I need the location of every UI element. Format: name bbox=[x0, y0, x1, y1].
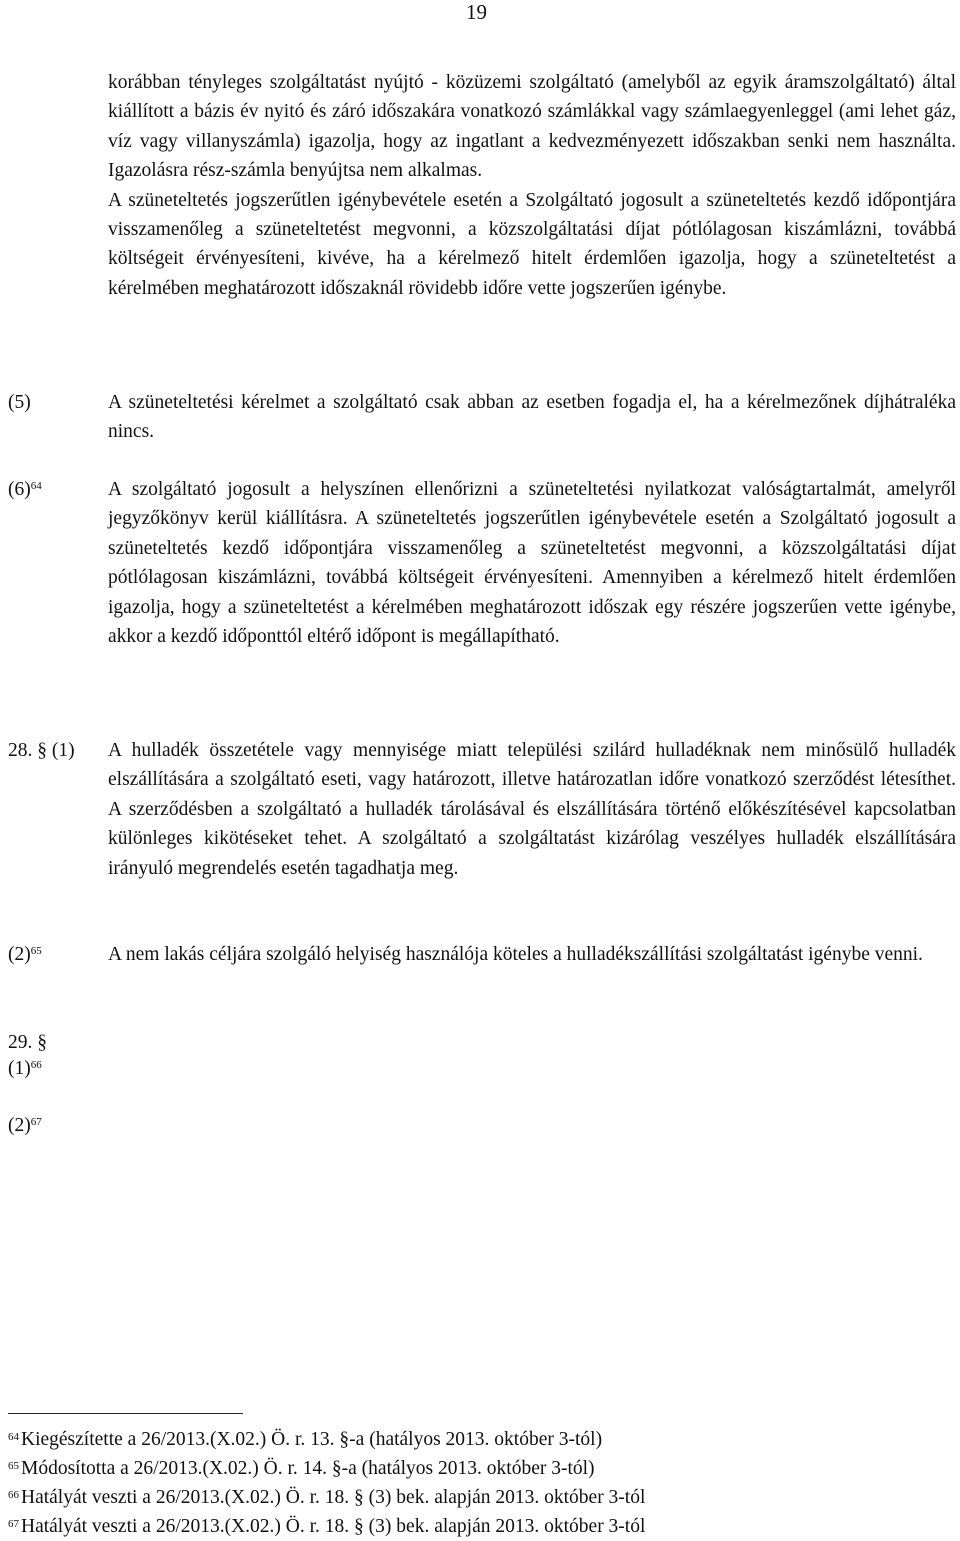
section-28-1-text: A hulladék összetétele vagy mennyisége miatt települési szilárd hulladéknak nem minősülő hulladék elszállítására a szolgáltató eseti, vagy határozott, illetve határozatlan időre vonatkozó szerződést létesíthet. A szerződésben a szolgáltató a hulladék tárolásával és elszállítására történő előkészítésével kapcsolatban különleges kikötéseket tehet. A szolgáltató a szolgáltatást kizárólag veszélyes hulladék elszállítására irányuló megrendelés esetén tagadhatja meg. bbox=[108, 740, 956, 879]
section-5-label: (5) bbox=[8, 392, 31, 413]
footnote-65: $^{65}$ Módosította a 26/2013.(X.02.) Ö. r. 14. §-a (hatályos 2013. október 3-tól) bbox=[8, 1458, 595, 1479]
footnote-ref-67[interactable]: 67 bbox=[30, 1116, 42, 1128]
footnote-ref-66[interactable]: 66 bbox=[30, 1059, 42, 1071]
intro-paragraph-part2: A szüneteltetés jogszerűtlen igénybevétele esetén a Szolgáltató jogosult a szüneteltetés kezdő időpontjára visszamenőleg a szüneteltetést megvonni, a közszolgáltatási díjat pótlólagosan kiszámlázni, továbbá költségeit érvényesíteni, kivéve, ha a kérelmező hitelt érdemlően igazolja, hogy a szüneteltetést a kérelmében meghatározott időszaknál rövidebb időre vette jogszerűen igénybe. bbox=[108, 189, 956, 299]
footnote-66: $^{66}$ Hatályát veszti a 26/2013.(X.02.) Ö. r. 18. § (3) bek. alapján 2013. október 3-tól bbox=[8, 1487, 646, 1508]
section-5-text: A szüneteltetési kérelmet a szolgáltató csak abban az esetben fogadja el, ha a kérelmezőnek díjhátraléka nincs. bbox=[108, 392, 956, 443]
footnote-67: $^{67}$ Hatályát veszti a 26/2013.(X.02.) Ö. r. 18. § (3) bek. alapján 2013. október 3-tól bbox=[8, 1516, 646, 1537]
footnote-ref-65[interactable]: 65 bbox=[30, 945, 42, 957]
section-29-label: 29. § bbox=[8, 1032, 47, 1053]
section-28-2-text: A nem lakás céljára szolgáló helyiség használója köteles a hulladékszállítási szolgáltatást igénybe venni. bbox=[108, 944, 923, 965]
intro-paragraph bbox=[108, 68, 956, 303]
footnote-separator bbox=[8, 1413, 243, 1414]
footnote-ref-64[interactable]: 64 bbox=[30, 480, 42, 492]
section-28-2-label: $(2)^{65}$ bbox=[8, 944, 42, 965]
section-6-text: A szolgáltató jogosult a helyszínen ellenőrizni a szüneteltetési nyilatkozat valóságtartalmát, amelyről jegyzőkönyv kerül kiállításra. A szüneteltetés jogszerűtlen igénybevétele esetén a Szolgáltató jogosult a szüneteltetés kezdő időpontjára visszamenőleg a szüneteltetést megvonni, a közszolgáltatási díjat pótlólagosan kiszámlázni, továbbá költségeit érvényesíteni. Amennyiben a kérelmező hitelt érdemlően igazolja, hogy a szüneteltetést a kérelmében meghatározott időszak egy részére jogszerűen vette igénybe, akkor a kezdő időponttól eltérő időpont is megállapítható. bbox=[108, 479, 956, 648]
section-28-1-label: 28. § (1) bbox=[8, 740, 75, 761]
section-6-label: $(6)^{64}$ bbox=[8, 479, 42, 500]
intro-paragraph-part1: korábban tényleges szolgáltatást nyújtó - közüzemi szolgáltató (amelyből az egyik áramszolgáltató) által kiállított a bázis év nyitó és záró időszakára vonatkozó számlákkal vagy számlaegyenleggel (ami lehet gáz, víz vagy villanyszámla) igazolja, hogy az ingatlant a kedvezményezett időszakban senki nem használta. Igazolásra rész-számla benyújtsa nem alkalmas. bbox=[108, 72, 956, 182]
page-number: 19 bbox=[466, 0, 487, 24]
footnote-64: $^{64}$ Kiegészítette a 26/2013.(X.02.) Ö. r. 13. §-a (hatályos 2013. október 3-tól) bbox=[8, 1429, 603, 1450]
section-29-2-label: $(2)^{67}$ bbox=[8, 1115, 42, 1136]
section-29-1-label: $(1)^{66}$ bbox=[8, 1058, 42, 1079]
